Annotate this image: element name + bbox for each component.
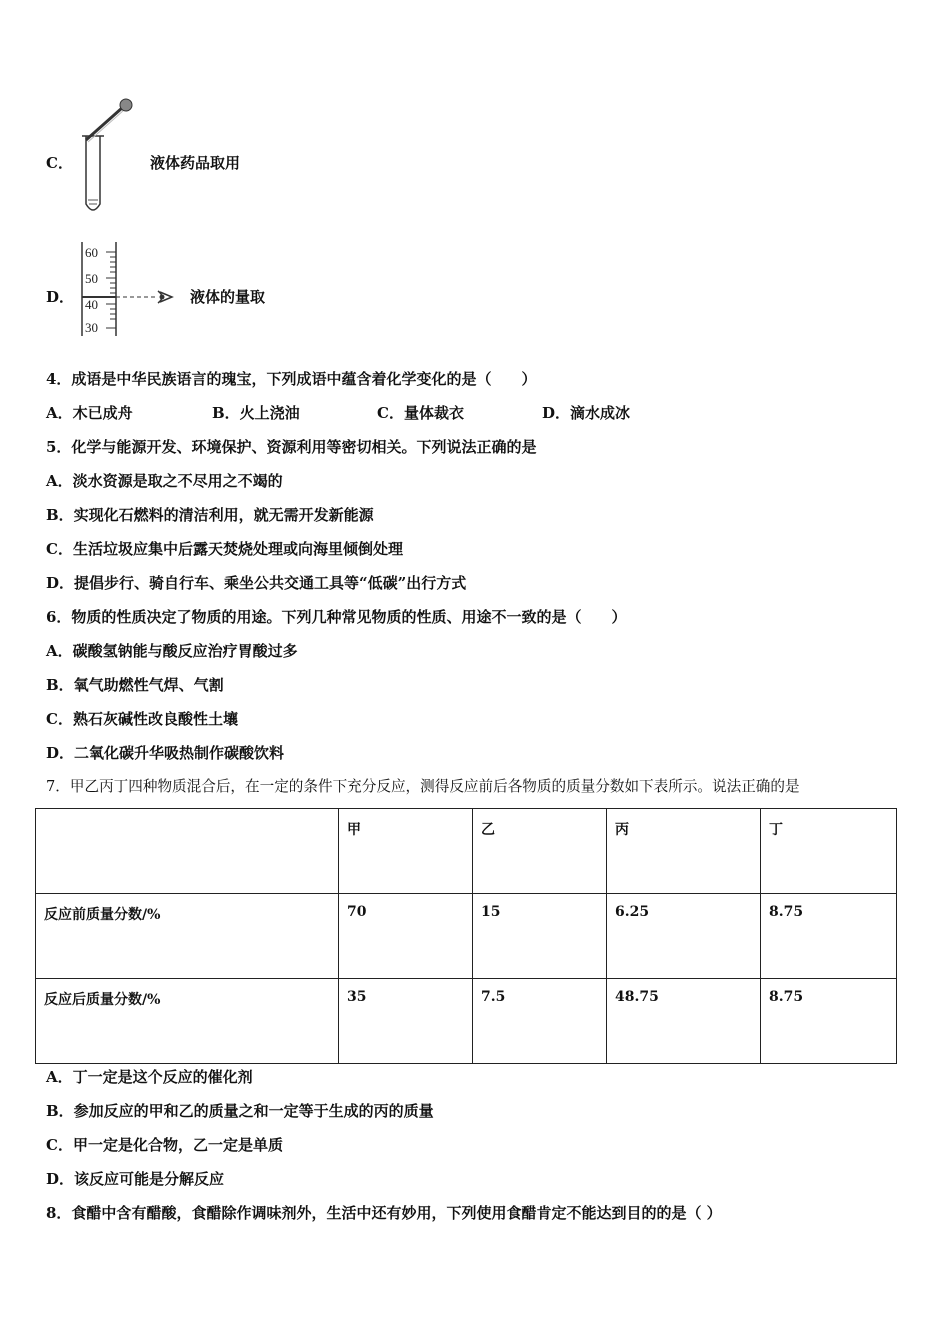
q5-option-c[interactable]: C．生活垃圾应集中后露天焚烧处理或向海里倾倒处理: [46, 540, 403, 558]
table-row: [36, 979, 897, 1064]
q4-option-a[interactable]: A．木已成舟: [46, 404, 133, 422]
table-header-row: [36, 809, 897, 894]
question-4-stem: 4．成语是中华民族语言的瑰宝，下列成语中蕴含着化学变化的是（ ）: [46, 370, 537, 388]
q6-option-b[interactable]: B．氧气助燃性气焊、气割: [46, 676, 224, 694]
option-d-letter: D．: [46, 288, 75, 306]
table-cell: 8.75: [761, 894, 897, 979]
q6-option-c[interactable]: C．熟石灰碱性改良酸性土壤: [46, 710, 238, 728]
eye-icon: [158, 291, 172, 303]
q6-option-d[interactable]: D．二氧化碳升华吸热制作碳酸饮料: [46, 744, 285, 762]
q6-option-a[interactable]: A．碳酸氢钠能与酸反应治疗胃酸过多: [46, 642, 298, 660]
q7-option-d[interactable]: D．该反应可能是分解反应: [46, 1170, 225, 1188]
question-8-stem: 8．食醋中含有醋酸，食醋除作调味剂外，生活中还有妙用，下列使用食醋肯定不能达到目的的是（ ）: [46, 1204, 722, 1222]
q4-option-b[interactable]: B．火上浇油: [212, 404, 300, 422]
question-6-stem: 6．物质的性质决定了物质的用途。下列几种常见物质的性质、用途不一致的是（ ）: [46, 608, 627, 626]
q5-option-a[interactable]: A．淡水资源是取之不尽用之不竭的: [46, 472, 283, 490]
q4-option-d[interactable]: D．滴水成冰: [542, 404, 631, 422]
table-cell: 8.75: [761, 979, 897, 1064]
table-cell: 35: [339, 979, 473, 1064]
tick-label-30: 30: [85, 320, 98, 335]
table-header-cell: 乙: [473, 809, 607, 894]
table-cell: 反应后质量分数/%: [36, 979, 339, 1064]
q7-option-b[interactable]: B．参加反应的甲和乙的质量之和一定等于生成的丙的质量: [46, 1102, 434, 1120]
table-cell: 6.25: [607, 894, 761, 979]
table-cell: 7.5: [473, 979, 607, 1064]
table-cell: 70: [339, 894, 473, 979]
test-tube-dropper-figure: [78, 96, 148, 221]
q4-option-c[interactable]: C．量体裁衣: [377, 404, 464, 422]
graduated-cylinder-figure: [78, 238, 178, 340]
option-c-text: 液体药品取用: [150, 154, 241, 172]
question-7-stem: 7．甲乙丙丁四种物质混合后，在一定的条件下充分反应，测得反应前后各物质的质量分数如下表所示。说法正确的是: [46, 778, 800, 795]
tick-label-50: 50: [85, 271, 98, 286]
option-c-letter: C．: [46, 154, 73, 172]
table-row: [36, 894, 897, 979]
q5-option-d[interactable]: D．提倡步行、骑自行车、乘坐公共交通工具等“低碳”出行方式: [46, 574, 467, 592]
q7-option-c[interactable]: C．甲一定是化合物，乙一定是单质: [46, 1136, 283, 1154]
q7-option-a[interactable]: A．丁一定是这个反应的催化剂: [46, 1068, 253, 1086]
table-header-cell: 甲: [339, 809, 473, 894]
tick-label-60: 60: [85, 245, 98, 260]
table-cell: 反应前质量分数/%: [36, 894, 339, 979]
table-header-cell: 丁: [761, 809, 897, 894]
q5-option-b[interactable]: B．实现化石燃料的清洁利用，就无需开发新能源: [46, 506, 374, 524]
table-header-cell: 丙: [607, 809, 761, 894]
mass-fraction-table: [35, 808, 897, 1064]
table-cell: 15: [473, 894, 607, 979]
table-header-cell: [36, 809, 339, 894]
option-d-text: 液体的量取: [190, 288, 266, 306]
table-cell: 48.75: [607, 979, 761, 1064]
tick-label-40: 40: [85, 297, 98, 312]
question-5-stem: 5．化学与能源开发、环境保护、资源利用等密切相关。下列说法正确的是: [46, 438, 537, 456]
